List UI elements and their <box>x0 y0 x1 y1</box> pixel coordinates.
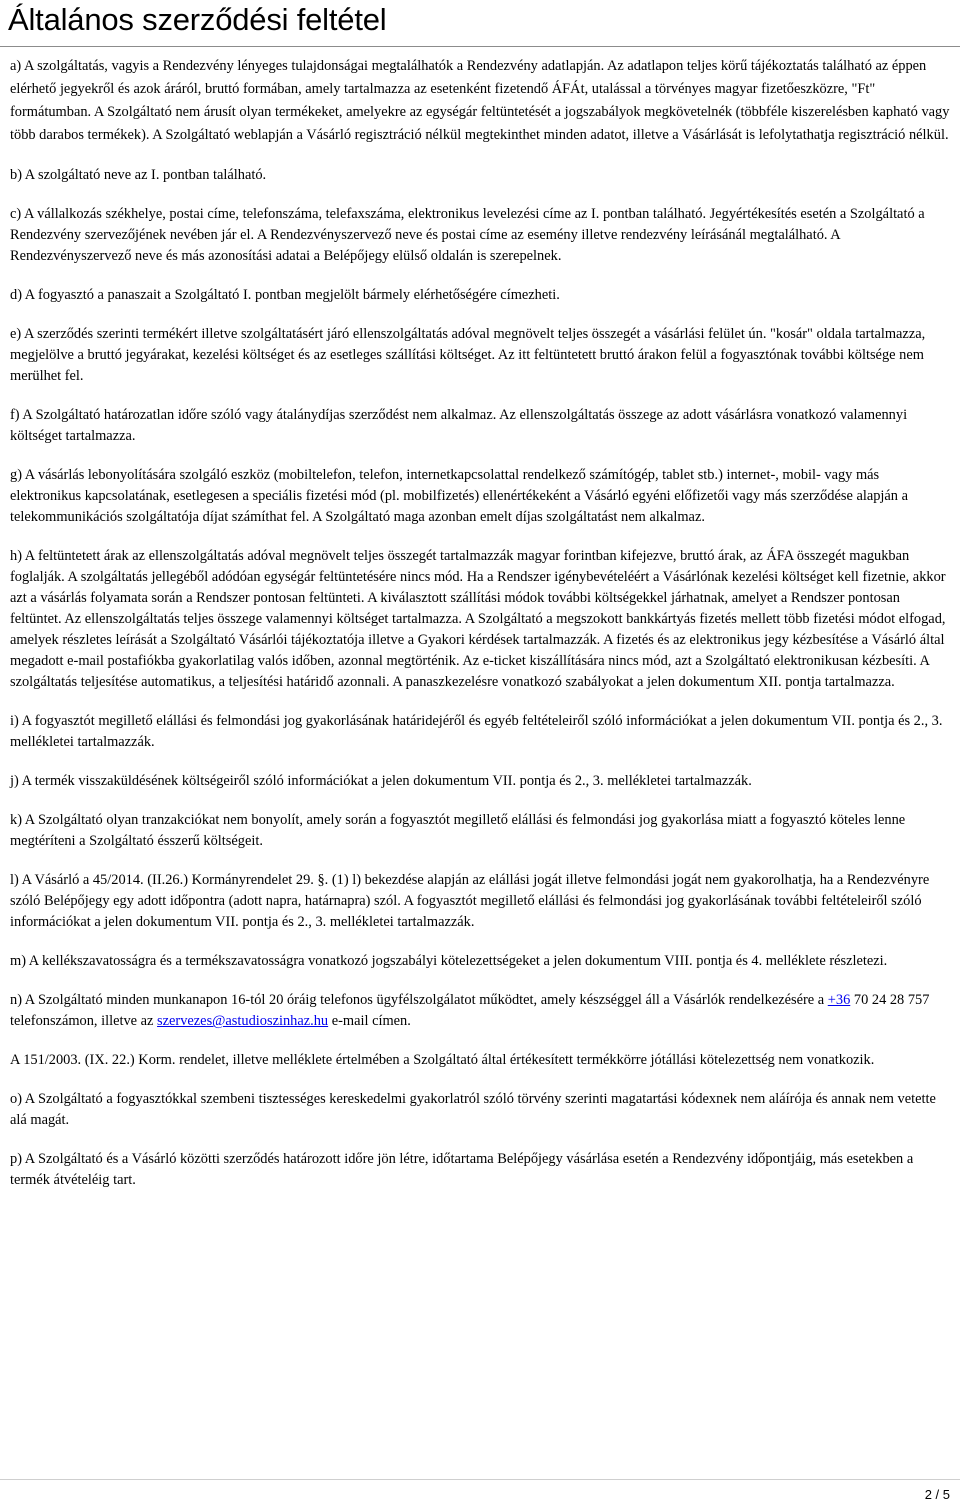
page-number: 2 / 5 <box>924 1487 950 1502</box>
paragraph-g: g) A vásárlás lebonyolítására szolgáló eszköz (mobiltelefon, telefon, internetkapcsolattal rendelkező számítógép, tablet stb.) internet-, mobil- vagy más elektronikus kapcsolatának, esetlegesen a speciális fizetési mód (pl. mobilfizetés) ellenértékeként a Vásárló egyéni előfizetői vagy más szerződése alapján a telekommunikációs szolgáltatója díjat számíthat fel. A Szolgáltató maga azonban emelt díjas szolgáltatást nem alkalmaz. <box>10 467 908 526</box>
phone-link[interactable]: +36 <box>827 992 851 1009</box>
paragraph-n-text-start: n) A Szolgáltató minden munkanapon 16-tól 20 óráig telefonos ügyfélszolgálatot működtet, amely készséggel áll a Vásárlók rendelkezésére a <box>10 992 828 1009</box>
paragraph-l: l) A Vásárló a 45/2014. (II.26.) Kormányrendelet 29. §. (1) l) bekezdése alapján az elállási jogát illetve felmondási jogát nem gyakorolhatja, ha a Rendezvényre szóló Belépőjegy egy adott időpontra (adott napra, határnapra) szól. A fogyasztót megillető elállási és felmondási jog gyakorlásának további feltételeiről szóló információkat a jelen dokumentum VII. pontja és 2., 3. mellékletei tartalmazzák. <box>10 872 930 931</box>
paragraph-warranty: A 151/2003. (IX. 22.) Korm. rendelet, illetve melléklete értelmében a Szolgáltató által értékesített termékkörre jótállási kötelezettség nem vonatkozik. <box>10 1052 875 1069</box>
paragraph-m: m) A kellékszavatosságra és a termékszavatosságra vonatkozó jogszabályi kötelezettségeket a jelen dokumentum VIII. pontja és 4. melléklete részletezi. <box>10 953 888 970</box>
paragraph-c: c) A vállalkozás székhelye, postai címe, telefonszáma, telefaxszáma, elektronikus levelezési címe az I. pontban található. Jegyértékesítés esetén a Szolgáltató a Rendezvény szervezőjének nevében jár el. A Rendezvényszervező neve és postai címe az esemény illetve rendezvény leírásánál megtalálható. A Rendezvényszervező neve és más azonosítási adatai a Belépőjegy elülső oldalán is szerepelnek. <box>10 206 925 265</box>
paragraph-j: j) A termék visszaküldésének költségeiről szóló információkat a jelen dokumentum VII. pontja és 2., 3. mellékletei tartalmazzák. <box>10 773 752 790</box>
email-link[interactable]: szervezes@astudioszinhaz.hu <box>157 1013 329 1030</box>
terms-body <box>10 55 952 1209</box>
paragraph-n <box>10 990 952 1032</box>
paragraph-b: b) A szolgáltató neve az I. pontban található. <box>10 167 267 184</box>
paragraph-n-text-middle: 70 24 28 757 telefonszámon, illetve az <box>10 992 930 1030</box>
footer-divider <box>0 1479 960 1480</box>
paragraph-h: h) A feltüntetett árak az ellenszolgáltatás adóval megnövelt teljes összegét tartalmazzák magyar forintban kifejezve, bruttó árak, az ÁFA összegét magukban foglalják. A szolgáltatás jellegéből adódóan egységár feltüntetésére nincs mód. Ha a Rendszer igénybevételéért a Vásárlónak kezelési költséget kell fizetnie, akkor azt a vásárlás folyamata során a Rendszer pontosan feltünteti. A kiválasztott szállítási módok további költségekkel járhatnak, amelyet a Rendszer pontosan feltüntet. Az ellenszolgáltatás teljes összege valamennyi költséget tartalmazza. A Szolgáltató a megszokott bankkártyás fizetés mellett több fizetési módot elfogad, amelyek részletes leírását a Szolgáltató Vásárlói tájékoztatója illetve a Gyakori kérdések tartalmazzák. A fizetés és az elektronikus jegy kézbesítése a Vásárló által megadott e-mail postafiókba gyakorlatilag valós időben, azonnal megtörténik. Az e-ticket kiszállítására nincs mód, azt a Szolgáltató elektronikusan kézbesíti. A szolgáltatás teljesítése automatikus, a teljesítési határidő azonnali. A panaszkezelésre vonatkozó szabályokat a jelen dokumentum XII. pontja tartalmazza. <box>10 548 946 691</box>
paragraph-n-text-end: e-mail címen. <box>328 1013 411 1030</box>
paragraph-d: d) A fogyasztó a panaszait a Szolgáltató I. pontban megjelölt bármely elérhetőségére címezheti. <box>10 287 560 304</box>
paragraph-a: a) A szolgáltatás, vagyis a Rendezvény lényeges tulajdonságai megtalálhatók a Rendezvény adatlapján. Az adatlapon teljes körű tájékoztatás található az éppen elérhető jegyekről és azok áráról, bruttó formában, amely tartalmazza az esetenként fizetendő ÁFÁt, utalással a törvényes magyar fizetőeszközre, "Ft" formátumban. A Szolgáltató nem árusít olyan termékeket, amelyekre az egységár feltüntetését a jogszabályok megkövetelnék (többféle kiszerelésben kapható vagy több darabos termékek). A Szolgáltató weblapján a Vásárló regisztráció nélkül megtekinthet minden adatot, illetve a Vásárlását is lefolytathatja regisztráció nélkül. <box>10 58 950 144</box>
paragraph-o: o) A Szolgáltató a fogyasztókkal szembeni tisztességes kereskedelmi gyakorlatról szóló törvény szerinti magatartási kódexnek nem aláírója és annak nem vetette alá magát. <box>10 1091 936 1129</box>
paragraph-e: e) A szerződés szerinti termékért illetve szolgáltatásért járó ellenszolgáltatás adóval megnövelt teljes összegét a vásárlási felület ún. "kosár" oldala tartalmazza, megjelölve a bruttó jegyárakat, kezelési költséget és az esetleges szállítási költséget. Az itt feltüntetett bruttó árakon felül a fogyasztónak további költsége nem merülhet fel. <box>10 326 926 385</box>
paragraph-p: p) A Szolgáltató és a Vásárló közötti szerződés határozott időre jön létre, időtartama Belépőjegy vásárlása esetén a Rendezvény időpontjáig, más esetekben a termék átvételéig tart. <box>10 1151 914 1189</box>
page-title: Általános szerződési feltétel <box>8 2 387 37</box>
paragraph-f: f) A Szolgáltató határozatlan időre szóló vagy átalánydíjas szerződést nem alkalmaz. Az ellenszolgáltatás összege az adott vásárlásra vonatkozó valamennyi költséget tartalmazza. <box>10 407 908 445</box>
paragraph-k: k) A Szolgáltató olyan tranzakciókat nem bonyolít, amely során a fogyasztót megillető elállási és felmondási jog gyakorlása miatt a fogyasztó köteles lenne megtéríteni a Szolgáltató ésszerű költségeit. <box>10 812 906 850</box>
title-divider <box>0 46 960 47</box>
paragraph-i: i) A fogyasztót megillető elállási és felmondási jog gyakorlásának határidejéről és egyéb feltételeiről szóló információkat a jelen dokumentum VII. pontja és 2., 3. mellékletei tartalmazzák. <box>10 713 943 751</box>
